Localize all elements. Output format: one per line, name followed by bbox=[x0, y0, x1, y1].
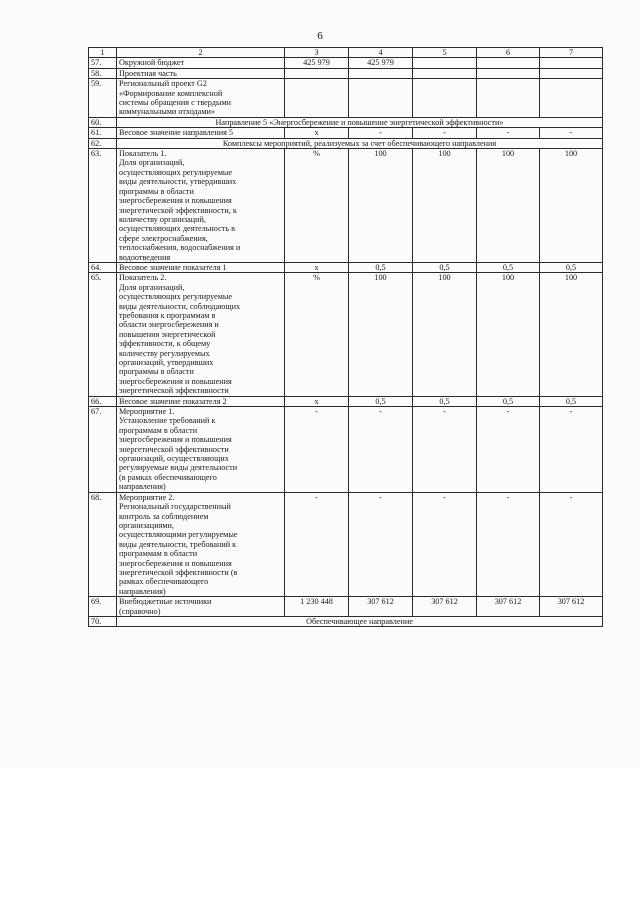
description-line: энергосбережения и повышения bbox=[119, 196, 232, 206]
description-line: виды деятельности, соблюдающих bbox=[119, 301, 241, 311]
header-cell: 5 bbox=[413, 48, 477, 58]
description-line: энергосбережения и повышения bbox=[119, 558, 232, 568]
value-cell-c4: 425 979 bbox=[349, 58, 413, 68]
description-line: коммунальными отходами» bbox=[119, 107, 216, 117]
row-number: 61. bbox=[89, 128, 117, 138]
description-line: «Формирование комплексной bbox=[119, 88, 223, 98]
row-number: 69. bbox=[89, 597, 117, 617]
value-cell-c3: - bbox=[285, 492, 349, 596]
value-cell-c7: - bbox=[540, 128, 603, 138]
header-cell: 4 bbox=[349, 48, 413, 58]
value-cell-c3: % bbox=[285, 149, 349, 263]
row-description bbox=[117, 396, 285, 406]
row-description bbox=[117, 58, 285, 68]
description-line: повышения энергетической bbox=[119, 329, 216, 339]
description-line: осуществляющих регулируемые bbox=[119, 167, 233, 177]
value-cell-c5: - bbox=[413, 492, 477, 596]
value-cell-c5: 0,5 bbox=[413, 396, 477, 406]
row-number: 60. bbox=[89, 117, 117, 127]
table-row bbox=[89, 58, 603, 68]
description-line: программам в области bbox=[119, 425, 198, 435]
value-cell-c6: 100 bbox=[477, 273, 540, 396]
header-cell: 7 bbox=[540, 48, 603, 58]
value-cell-c4: - bbox=[349, 407, 413, 493]
value-cell-c3: % bbox=[285, 273, 349, 396]
value-cell-c5: - bbox=[413, 407, 477, 493]
table-row bbox=[89, 262, 603, 272]
table-row bbox=[89, 407, 603, 493]
row-number: 62. bbox=[89, 138, 117, 148]
description-line: рамках обеспечивающего bbox=[119, 577, 209, 587]
description-line: виды деятельности, требований к bbox=[119, 539, 237, 549]
value-cell-c6 bbox=[477, 79, 540, 118]
value-cell-c7: 100 bbox=[540, 273, 603, 396]
value-cell-c7 bbox=[540, 79, 603, 118]
description-line: Показатель 1. bbox=[119, 149, 167, 159]
description-line: количеству организаций, bbox=[119, 214, 206, 224]
description-line: Региональный государственный bbox=[119, 502, 231, 512]
value-cell-c7: 0,5 bbox=[540, 396, 603, 406]
description-line: Установление требований к bbox=[119, 416, 216, 426]
description-line: энергосбережения и повышения bbox=[119, 376, 232, 386]
value-cell-c4: 0,5 bbox=[349, 396, 413, 406]
value-cell-c5 bbox=[413, 58, 477, 68]
table-row bbox=[89, 117, 603, 127]
row-number: 63. bbox=[89, 149, 117, 263]
description-line: Мероприятие 2. bbox=[119, 492, 175, 502]
value-cell-c6: 0,5 bbox=[477, 262, 540, 272]
value-cell-c3 bbox=[285, 79, 349, 118]
section-heading: Направление 5 «Энергосбережение и повышение энергетической эффективности» bbox=[117, 117, 603, 127]
description-line: Весовое значение направления 5 bbox=[119, 128, 233, 138]
header-cell: 3 bbox=[285, 48, 349, 58]
description-line: энергосбережения и повышения bbox=[119, 435, 232, 445]
description-line: теплоснабжения, водоснабжения и bbox=[119, 243, 241, 253]
table-row bbox=[89, 128, 603, 138]
value-cell-c4: 100 bbox=[349, 149, 413, 263]
value-cell-c6 bbox=[477, 68, 540, 78]
value-cell-c5 bbox=[413, 68, 477, 78]
value-cell-c4: 307 612 bbox=[349, 597, 413, 617]
table-header-row bbox=[89, 48, 603, 58]
value-cell-c3: 1 230 448 bbox=[285, 597, 349, 617]
row-number: 59. bbox=[89, 79, 117, 118]
value-cell-c5 bbox=[413, 79, 477, 118]
row-description bbox=[117, 262, 285, 272]
row-number: 67. bbox=[89, 407, 117, 493]
value-cell-c4 bbox=[349, 79, 413, 118]
row-number: 68. bbox=[89, 492, 117, 596]
table-row bbox=[89, 616, 603, 626]
value-cell-c6: - bbox=[477, 407, 540, 493]
budget-table bbox=[88, 47, 603, 627]
table-row bbox=[89, 138, 603, 148]
value-cell-c7: - bbox=[540, 407, 603, 493]
description-line: энергетической эффективности, к bbox=[119, 205, 237, 215]
value-cell-c3: 425 979 bbox=[285, 58, 349, 68]
description-line: регулируемые виды деятельности bbox=[119, 463, 238, 473]
description-line: Доля организаций, bbox=[119, 158, 185, 168]
table-row bbox=[89, 597, 603, 617]
description-line: программы в области bbox=[119, 367, 194, 377]
description-line: энергетической эффективности bbox=[119, 444, 229, 454]
value-cell-c7: 0,5 bbox=[540, 262, 603, 272]
value-cell-c7 bbox=[540, 68, 603, 78]
description-line: программам в области bbox=[119, 549, 198, 559]
description-line: области энергосбережения и bbox=[119, 320, 219, 330]
value-cell-c5: 100 bbox=[413, 149, 477, 263]
row-description bbox=[117, 273, 285, 396]
description-line: требования к программам в bbox=[119, 310, 216, 320]
row-number: 57. bbox=[89, 58, 117, 68]
row-number: 64. bbox=[89, 262, 117, 272]
description-line: количеству регулируемых bbox=[119, 348, 210, 358]
description-line: Весовое значение показателя 1 bbox=[119, 262, 227, 272]
description-line: энергетической эффективности (в bbox=[119, 567, 238, 577]
value-cell-c6 bbox=[477, 58, 540, 68]
row-description bbox=[117, 149, 285, 263]
row-description bbox=[117, 68, 285, 78]
description-line: осуществляющими регулируемые bbox=[119, 530, 238, 540]
value-cell-c4: - bbox=[349, 492, 413, 596]
description-line: осуществляющих регулируемые bbox=[119, 292, 233, 302]
description-line: программы в области bbox=[119, 186, 194, 196]
row-number: 58. bbox=[89, 68, 117, 78]
value-cell-c4: - bbox=[349, 128, 413, 138]
description-line: виды деятельности, утвердивших bbox=[119, 177, 237, 187]
description-line: эффективности, к общему bbox=[119, 339, 211, 349]
description-line: системы обращения с твердыми bbox=[119, 98, 232, 108]
header-cell: 2 bbox=[117, 48, 285, 58]
header-cell: 6 bbox=[477, 48, 540, 58]
value-cell-c7: - bbox=[540, 492, 603, 596]
description-line: контроль за соблюдением bbox=[119, 511, 209, 521]
value-cell-c5: 307 612 bbox=[413, 597, 477, 617]
description-line: водоотведения bbox=[119, 252, 171, 262]
row-description bbox=[117, 597, 285, 617]
value-cell-c7: 307 612 bbox=[540, 597, 603, 617]
description-line: Проектная часть bbox=[119, 68, 177, 78]
value-cell-c5: 100 bbox=[413, 273, 477, 396]
row-number: 70. bbox=[89, 616, 117, 626]
description-line: Мероприятие 1. bbox=[119, 407, 175, 417]
row-description bbox=[117, 128, 285, 138]
value-cell-c6: 0,5 bbox=[477, 396, 540, 406]
value-cell-c3: x bbox=[285, 128, 349, 138]
description-line: (в рамках обеспечивающего bbox=[119, 472, 217, 482]
section-heading: Комплексы мероприятий, реализуемых за счет обеспечивающего направления bbox=[117, 138, 603, 148]
table-row bbox=[89, 79, 603, 118]
description-line: организаций, осуществляющих bbox=[119, 454, 229, 464]
header-cell: 1 bbox=[89, 48, 117, 58]
description-line: Доля организаций, bbox=[119, 282, 185, 292]
description-line: (справочно) bbox=[119, 606, 161, 616]
value-cell-c3: - bbox=[285, 407, 349, 493]
value-cell-c6: - bbox=[477, 128, 540, 138]
description-line: организациями, bbox=[119, 520, 174, 530]
table-row bbox=[89, 273, 603, 396]
description-line: Весовое значение показателя 2 bbox=[119, 396, 227, 406]
row-description bbox=[117, 407, 285, 493]
description-line: направления) bbox=[119, 586, 166, 596]
value-cell-c6: 100 bbox=[477, 149, 540, 263]
value-cell-c6: 307 612 bbox=[477, 597, 540, 617]
table-row bbox=[89, 492, 603, 596]
section-heading: Обеспечивающее направление bbox=[117, 616, 603, 626]
description-line: Внебюджетные источники bbox=[119, 597, 212, 607]
page-number: 6 bbox=[317, 30, 323, 42]
description-line: сфере электроснабжения, bbox=[119, 233, 208, 243]
description-line: организаций, утвердивших bbox=[119, 358, 214, 367]
description-line: направления) bbox=[119, 482, 166, 492]
description-line: Показатель 2. bbox=[119, 273, 167, 283]
value-cell-c4: 0,5 bbox=[349, 262, 413, 272]
table-row bbox=[89, 396, 603, 406]
value-cell-c4: 100 bbox=[349, 273, 413, 396]
table-row bbox=[89, 149, 603, 263]
value-cell-c3: x bbox=[285, 396, 349, 406]
row-description bbox=[117, 492, 285, 596]
value-cell-c3: x bbox=[285, 262, 349, 272]
description-line: Региональный проект G2 bbox=[119, 79, 207, 89]
description-line: энергетической эффективности bbox=[119, 386, 229, 396]
value-cell-c7 bbox=[540, 58, 603, 68]
row-number: 65. bbox=[89, 273, 117, 396]
row-number: 66. bbox=[89, 396, 117, 406]
description-line: осуществляющих деятельность в bbox=[119, 224, 235, 234]
row-description bbox=[117, 79, 285, 118]
value-cell-c4 bbox=[349, 68, 413, 78]
value-cell-c7: 100 bbox=[540, 149, 603, 263]
description-line: Окружной бюджет bbox=[119, 58, 185, 68]
value-cell-c3 bbox=[285, 68, 349, 78]
table-row bbox=[89, 68, 603, 78]
value-cell-c5: 0,5 bbox=[413, 262, 477, 272]
value-cell-c5: - bbox=[413, 128, 477, 138]
value-cell-c6: - bbox=[477, 492, 540, 596]
